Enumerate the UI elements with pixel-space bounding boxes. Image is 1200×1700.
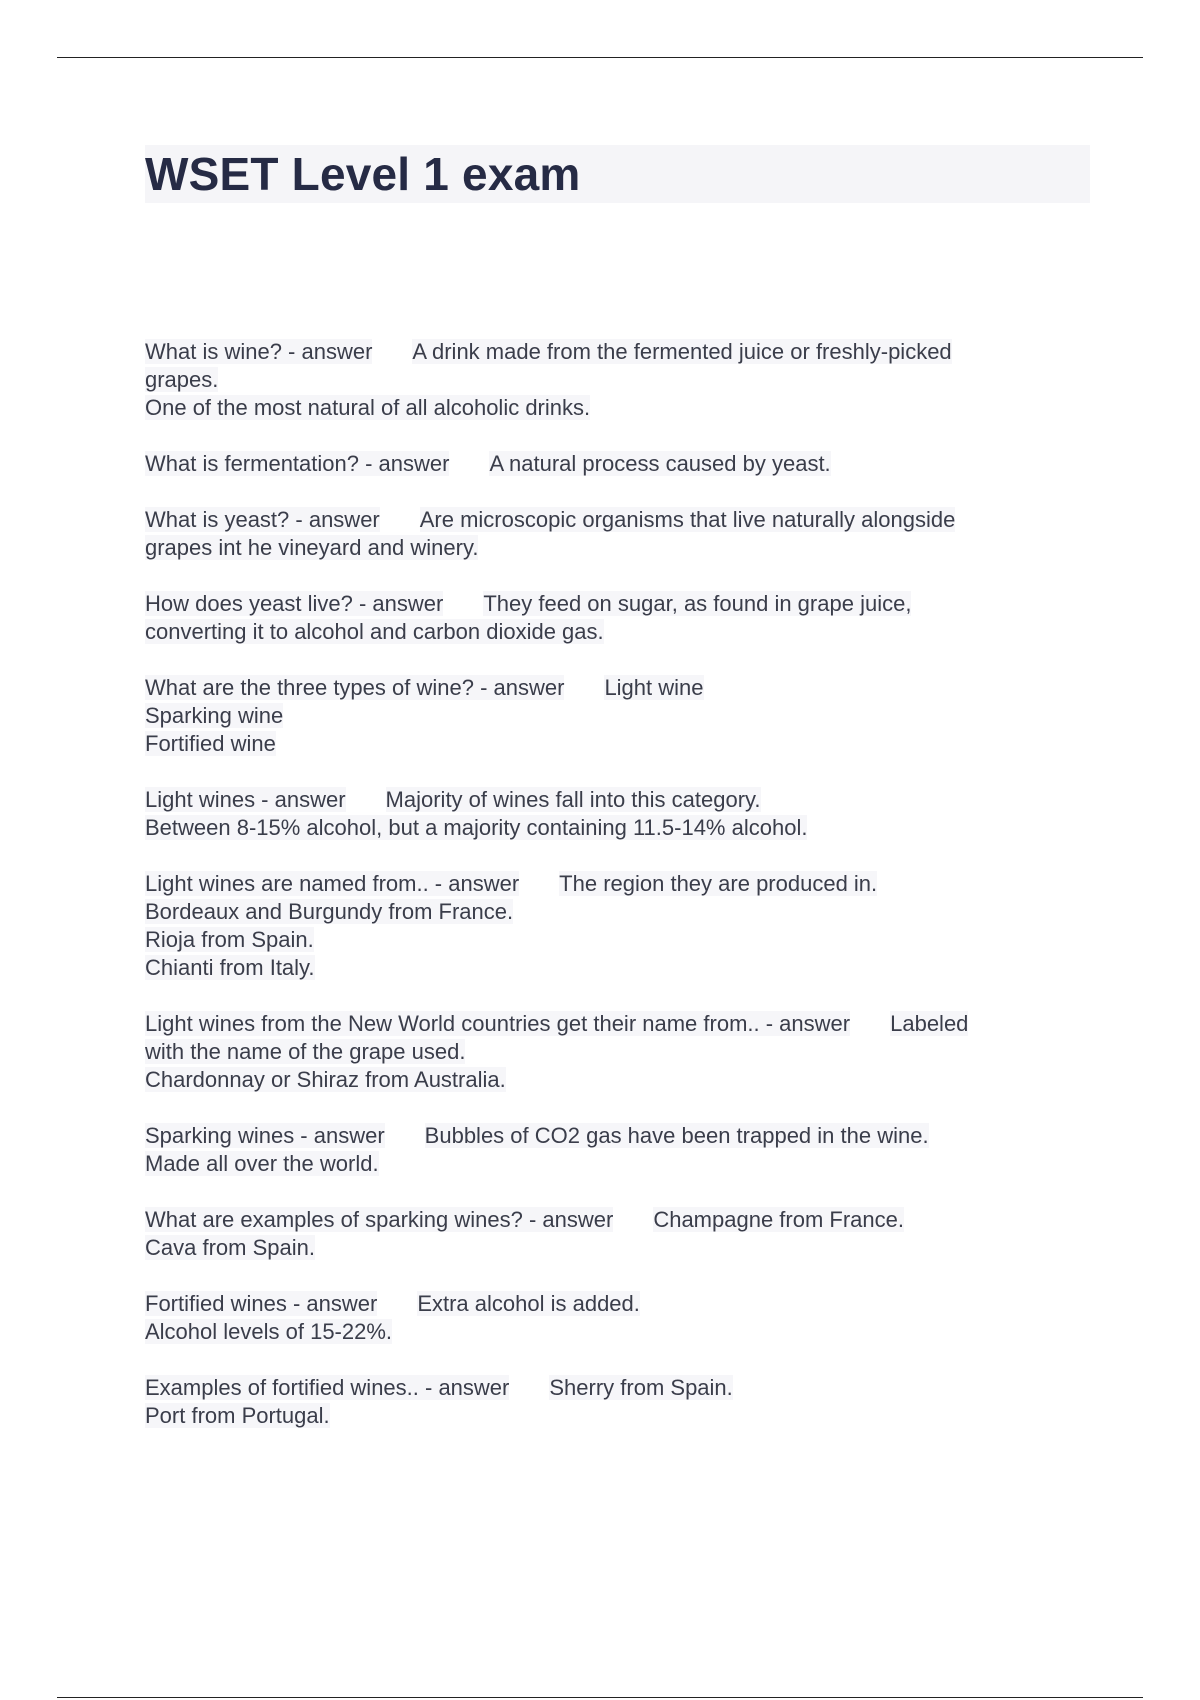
answer-line	[145, 702, 1090, 730]
answer-text: One of the most natural of all alcoholic drinks.	[145, 395, 591, 420]
qa-item	[145, 1122, 1090, 1178]
qa-first-line	[145, 1290, 1090, 1318]
answer-text: Chianti from Italy.	[145, 955, 315, 980]
answer-line	[145, 814, 1090, 842]
answer-line	[145, 1234, 1090, 1262]
answer-line	[145, 1066, 1090, 1094]
answer-text: Port from Portugal.	[145, 1403, 330, 1428]
answer-text: Rioja from Spain.	[145, 927, 314, 952]
qa-item	[145, 674, 1090, 758]
answer-line	[145, 618, 1090, 646]
qa-first-line	[145, 1122, 1090, 1150]
qa-item	[145, 1206, 1090, 1262]
qa-item	[145, 506, 1090, 562]
answer-line	[145, 366, 1090, 394]
answer-line	[145, 534, 1090, 562]
question-text: Fortified wines - answer	[145, 1291, 378, 1316]
answer-text: A natural process caused by yeast.	[489, 451, 831, 476]
qa-first-line	[145, 1206, 1090, 1234]
qa-first-line	[145, 1010, 1090, 1038]
answer-line	[145, 394, 1090, 422]
question-text: Light wines are named from.. - answer	[145, 871, 520, 896]
qa-item	[145, 1290, 1090, 1346]
answer-text: Majority of wines fall into this category.	[385, 787, 761, 812]
answer-line	[145, 1038, 1090, 1066]
answer-text: converting it to alcohol and carbon dioxide gas.	[145, 619, 604, 644]
qa-item	[145, 590, 1090, 646]
qa-first-line	[145, 786, 1090, 814]
answer-text: Bubbles of CO2 gas have been trapped in the wine.	[424, 1123, 929, 1148]
question-text: Light wines - answer	[145, 787, 346, 812]
answer-text: A drink made from the fermented juice or freshly-picked	[412, 339, 952, 364]
answer-text: Are microscopic organisms that live naturally alongside	[419, 507, 956, 532]
answer-text: grapes int he vineyard and winery.	[145, 535, 479, 560]
qa-item	[145, 1374, 1090, 1430]
question-text: Light wines from the New World countries get their name from.. - answer	[145, 1011, 851, 1036]
answer-text: Light wine	[604, 675, 704, 700]
answer-line	[145, 730, 1090, 758]
answer-line	[145, 1150, 1090, 1178]
qa-first-line	[145, 1374, 1090, 1402]
answer-line	[145, 1402, 1090, 1430]
answer-text: Bordeaux and Burgundy from France.	[145, 899, 514, 924]
qa-first-line	[145, 674, 1090, 702]
answer-text: Sparking wine	[145, 703, 284, 728]
question-text: What is wine? - answer	[145, 339, 373, 364]
qa-first-line	[145, 506, 1090, 534]
qa-first-line	[145, 338, 1090, 366]
answer-line	[145, 954, 1090, 982]
answer-text: Chardonnay or Shiraz from Australia.	[145, 1067, 506, 1092]
answer-text: Sherry from Spain.	[549, 1375, 733, 1400]
qa-first-line	[145, 870, 1090, 898]
page-title: WSET Level 1 exam	[145, 148, 581, 200]
question-text: Sparking wines - answer	[145, 1123, 385, 1148]
question-text: What is fermentation? - answer	[145, 451, 450, 476]
qa-first-line	[145, 450, 1090, 478]
qa-list	[145, 338, 1090, 1458]
answer-text: grapes.	[145, 367, 219, 392]
qa-item	[145, 870, 1090, 982]
question-text: What are the three types of wine? - answer	[145, 675, 565, 700]
qa-item	[145, 338, 1090, 422]
page-top-rule	[57, 57, 1143, 58]
question-text: What are examples of sparking wines? - answer	[145, 1207, 614, 1232]
answer-text: Made all over the world.	[145, 1151, 379, 1176]
question-text: Examples of fortified wines.. - answer	[145, 1375, 510, 1400]
answer-line	[145, 1318, 1090, 1346]
answer-text: They feed on sugar, as found in grape juice,	[483, 591, 912, 616]
question-text: What is yeast? - answer	[145, 507, 380, 532]
answer-text: The region they are produced in.	[559, 871, 878, 896]
answer-text: Alcohol levels of 15-22%.	[145, 1319, 393, 1344]
qa-item	[145, 1010, 1090, 1094]
answer-text: Fortified wine	[145, 731, 276, 756]
qa-item	[145, 450, 1090, 478]
answer-text: Extra alcohol is added.	[417, 1291, 640, 1316]
answer-text: with the name of the grape used.	[145, 1039, 466, 1064]
answer-line	[145, 898, 1090, 926]
question-text: How does yeast live? - answer	[145, 591, 444, 616]
answer-text: Cava from Spain.	[145, 1235, 315, 1260]
answer-text: Labeled	[890, 1011, 969, 1036]
answer-line	[145, 926, 1090, 954]
qa-item	[145, 786, 1090, 842]
answer-text: Between 8-15% alcohol, but a majority containing 11.5-14% alcohol.	[145, 815, 808, 840]
qa-first-line	[145, 590, 1090, 618]
answer-text: Champagne from France.	[653, 1207, 904, 1232]
page-bottom-rule	[57, 1697, 1143, 1698]
